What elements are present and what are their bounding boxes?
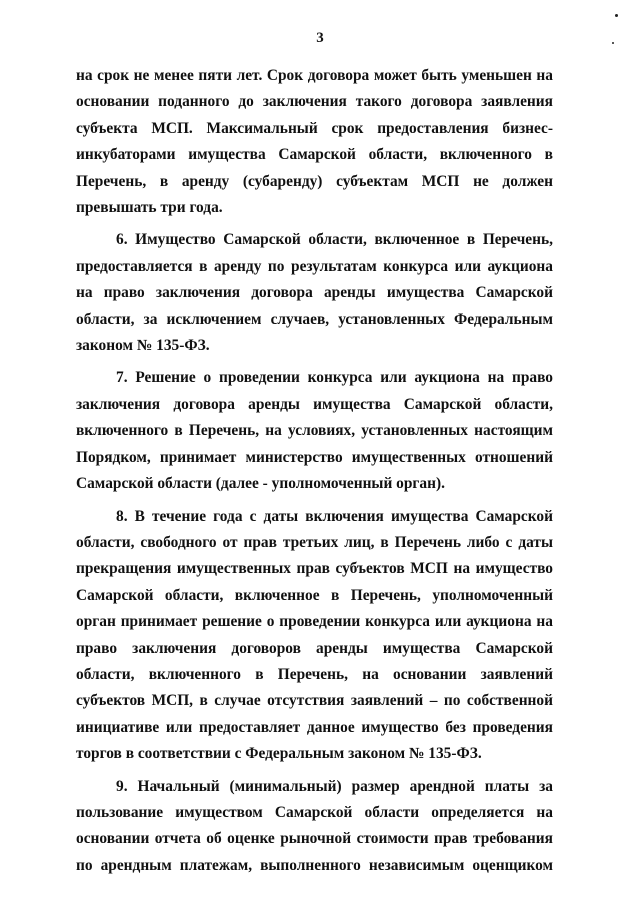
paragraph-continuation: на срок не менее пяти лет. Срок договора может быть уменьшен на основании поданного до заключения такого договора заявления субъекта МСП. Максимальный срок предоставления бизнес-инкубаторами имущества Самарской области, включенного в Перечень, в аренду (субаренду) субъектам МСП не должен превышать три года. (76, 67, 553, 217)
page-number: 3 (316, 30, 324, 46)
scan-speck (615, 14, 618, 17)
paragraph-7: 7. Решение о проведении конкурса или аукциона на право заключения договора аренды имущества Самарской области, включенного в Перечень, на условиях, установленных настоящим Порядком, принимает министерство имущественных отношений Самарской области (далее - уполномоченный орган). (76, 369, 553, 493)
scan-speck (612, 42, 614, 44)
document-body (76, 63, 553, 885)
paragraph-6: 6. Имущество Самарской области, включенное в Перечень, предоставляется в аренду по результатам конкурса или аукциона на право заключения договора аренды имущества Самарской области, за исключением случаев, установленных Федеральным законом № 135-ФЗ. (76, 231, 553, 355)
paragraph-9: 9. Начальный (минимальный) размер арендной платы за пользование имуществом Самарской области определяется на основании отчета об оценке рыночной стоимости прав требования по арендным платежам, выполненного независимым оценщиком (76, 777, 553, 874)
paragraph-8: 8. В течение года с даты включения имущества Самарской области, свободного от прав третьих лиц, в Перечень либо с даты прекращения имущественных прав субъектов МСП на имущество Самарской области, включенное в Перечень, уполномоченный орган принимает решение о проведении конкурса или аукциона на право заключения договоров аренды имущества Самарской области, включенного в Перечень, на основании заявлений субъектов МСП, в случае отсутствия заявлений – по собственной инициативе или предоставляет данное имущество без проведения торгов в соответствии с Федеральным законом № 135-ФЗ. (76, 507, 553, 763)
